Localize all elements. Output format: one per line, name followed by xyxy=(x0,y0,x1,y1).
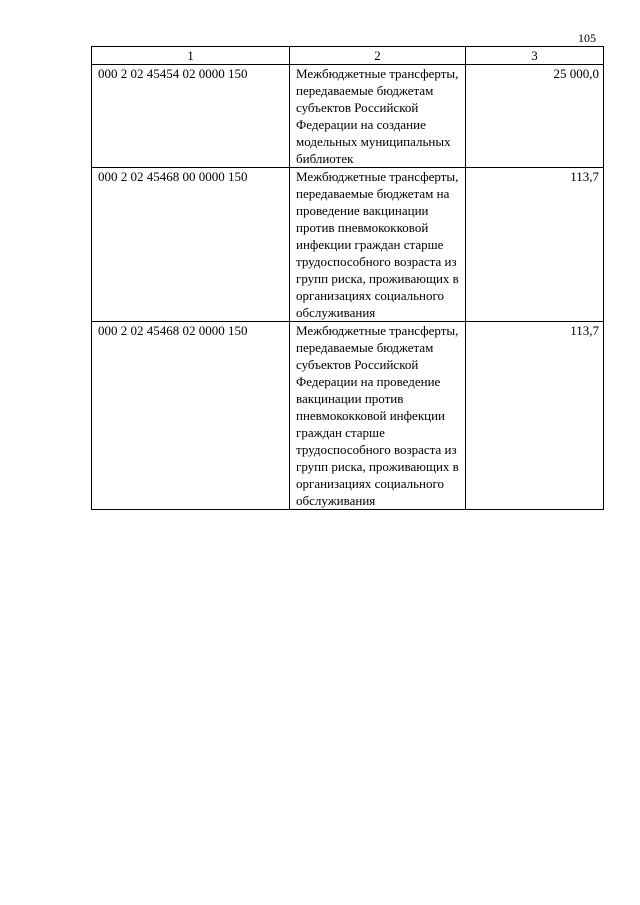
page-number: 105 xyxy=(578,31,596,45)
budget-code-cell: 000 2 02 45468 00 0000 150 xyxy=(92,168,290,322)
item-name-cell: Межбюджетные трансферты, передаваемые бюджетам субъектов Российской Федерации на проведение вакцинации против пневмококковой инфекции граждан старше трудоспособного возраста из групп риска, проживающих в организациях социального обслуживания xyxy=(290,322,466,510)
table-row xyxy=(92,168,604,322)
table-row xyxy=(92,322,604,510)
table-header-row xyxy=(92,47,604,65)
budget-code-cell: 000 2 02 45454 02 0000 150 xyxy=(92,65,290,168)
column-header-code: 1 xyxy=(92,47,290,65)
budget-revenue-table xyxy=(91,46,604,510)
item-name-cell: Межбюджетные трансферты, передаваемые бюджетам субъектов Российской Федерации на создание модельных муниципальных библиотек xyxy=(290,65,466,168)
amount-cell: 25 000,0 xyxy=(466,65,604,168)
amount-cell: 113,7 xyxy=(466,322,604,510)
table-row xyxy=(92,65,604,168)
column-header-name: 2 xyxy=(290,47,466,65)
column-header-amount: 3 xyxy=(466,47,604,65)
budget-code-cell: 000 2 02 45468 02 0000 150 xyxy=(92,322,290,510)
item-name-cell: Межбюджетные трансферты, передаваемые бюджетам на проведение вакцинации против пневмококковой инфекции граждан старше трудоспособного возраста из групп риска, проживающих в организациях социального обслуживания xyxy=(290,168,466,322)
amount-cell: 113,7 xyxy=(466,168,604,322)
